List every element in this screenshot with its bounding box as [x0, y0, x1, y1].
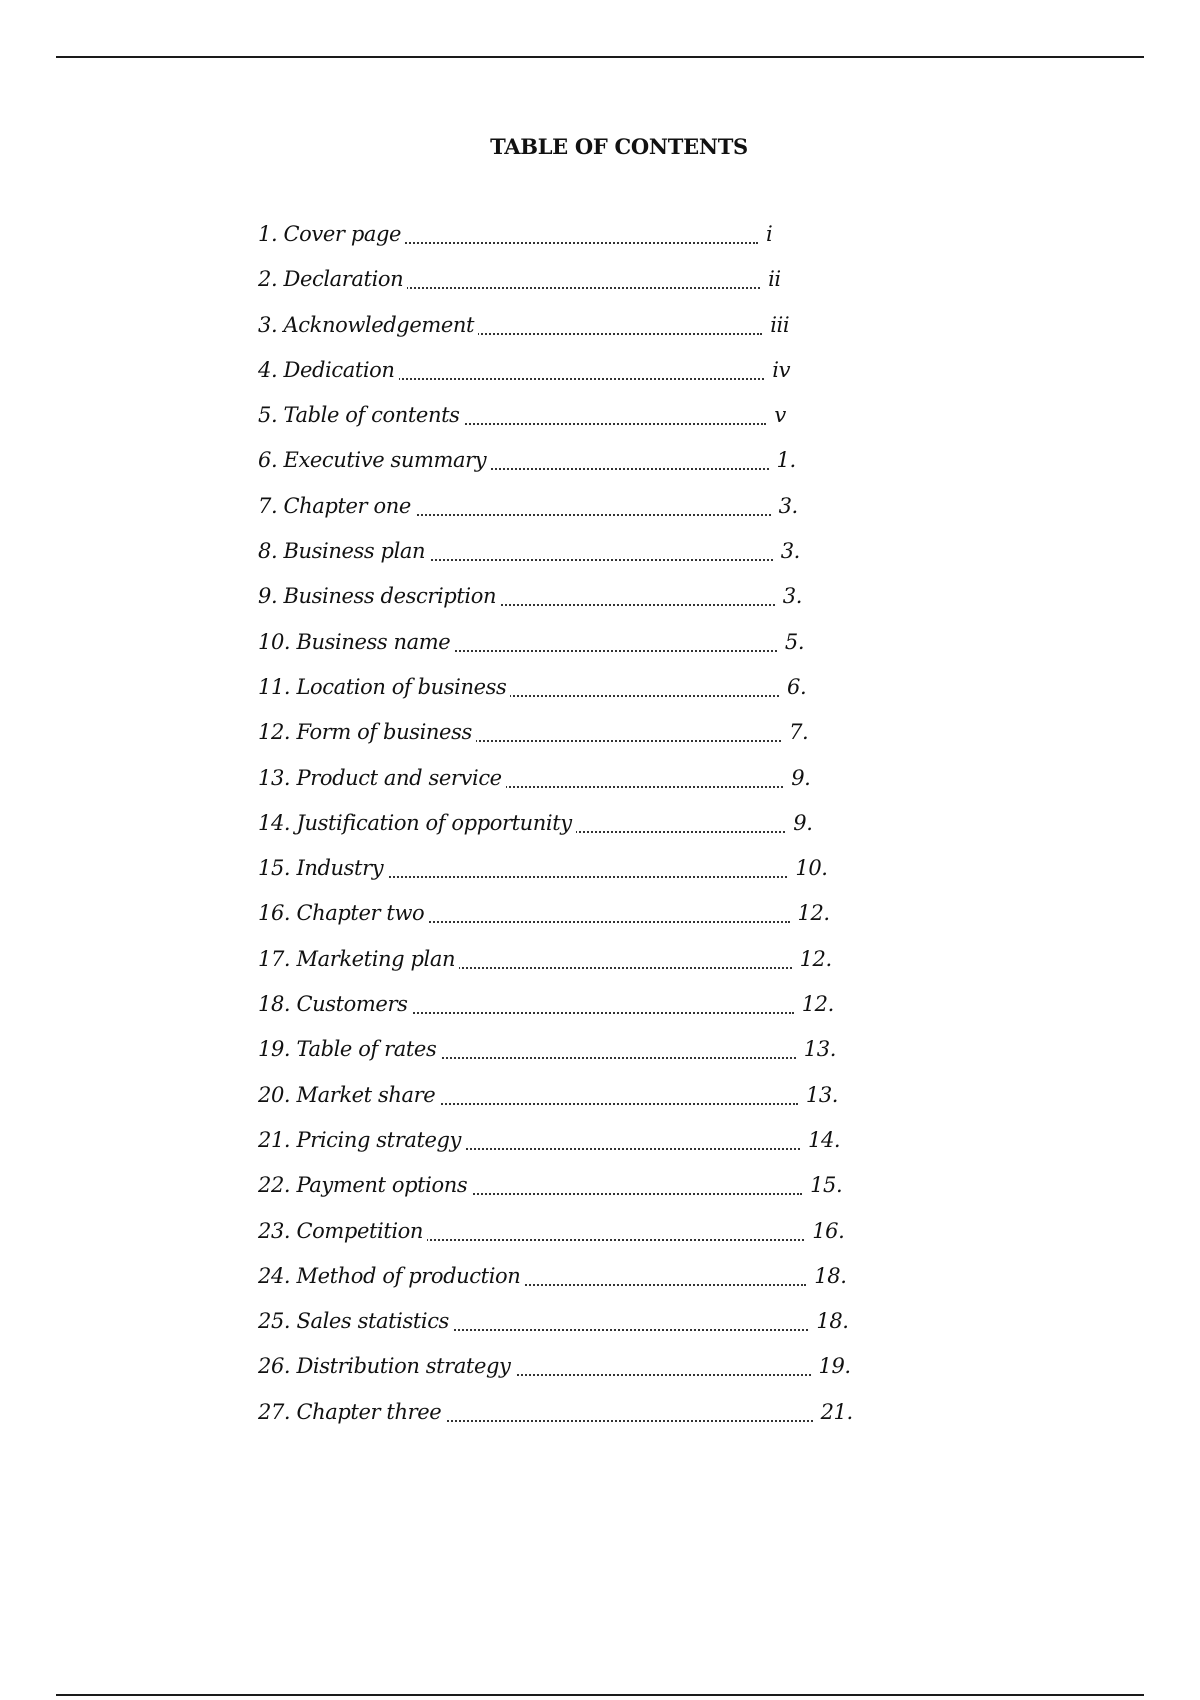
- toc-entry-page-number: 1.: [776, 448, 796, 473]
- toc-entry-label: 18. Customers: [258, 992, 411, 1016]
- toc-entry-page-number: 3.: [782, 584, 803, 609]
- toc-entry-label: 10. Business name: [258, 630, 454, 654]
- toc-entry-page-number: 19.: [818, 1354, 851, 1379]
- toc-entry-page-number: v: [774, 403, 786, 428]
- toc-entry-label: 19. Table of rates: [258, 1037, 440, 1061]
- toc-entry-label: 2. Declaration: [258, 267, 407, 291]
- toc-entry-label: 23. Competition: [258, 1219, 427, 1243]
- toc-entry-label: 21. Pricing strategy: [258, 1128, 465, 1152]
- toc-entry-page-number: 13.: [803, 1037, 836, 1062]
- toc-entry-page-number: 6.: [787, 674, 807, 699]
- toc-entry-label: 5. Table of contents: [258, 403, 464, 427]
- toc-entry-label: 20. Market share: [258, 1083, 439, 1107]
- toc-entry-label: 9. Business description: [258, 584, 500, 608]
- toc-entry-page-number: 21.: [820, 1399, 853, 1424]
- toc-entry-page-number: 3.: [780, 539, 800, 564]
- toc-entry-page-number: 12.: [797, 901, 830, 926]
- toc-entry-label: 15. Industry: [258, 856, 387, 880]
- toc-entry-label: 16. Chapter two: [258, 901, 428, 925]
- toc-entry-page-number: 16.: [812, 1218, 845, 1243]
- toc-entry-label: 22. Payment options: [258, 1173, 471, 1197]
- toc-entry-page-number: iv: [772, 357, 791, 382]
- toc-entry-label: 8. Business plan: [258, 539, 429, 563]
- toc-entry-label: 3. Acknowledgement: [258, 313, 478, 337]
- toc-entry-label: 6. Executive summary: [258, 448, 490, 472]
- toc-entry-label: 12. Form of business: [258, 720, 476, 744]
- toc-entry-page-number: 5.: [784, 629, 805, 654]
- toc-entry-page-number: i: [766, 222, 773, 246]
- toc-entry-page-number: 12.: [799, 946, 832, 971]
- toc-entry-label: 27. Chapter three: [258, 1400, 445, 1424]
- toc-entry-page-number: 3.: [778, 493, 798, 518]
- bottom-rule: [56, 1694, 1144, 1696]
- toc-entry-page-number: 18.: [814, 1263, 847, 1288]
- toc-entry-label: 24. Method of production: [258, 1264, 524, 1288]
- toc-entry-page-number: 10.: [795, 856, 828, 881]
- page-title: TABLE OF CONTENTS: [490, 134, 748, 159]
- toc-entry-label: 11. Location of business: [258, 675, 510, 699]
- toc-entry-page-number: 12.: [801, 992, 834, 1017]
- toc-entry-page-number: 7.: [789, 720, 809, 745]
- toc-entry-label: 26. Distribution strategy: [258, 1354, 515, 1378]
- toc-entry-page-number: 9.: [793, 810, 813, 835]
- toc-entry-page-number: 13.: [805, 1082, 839, 1107]
- toc-entry-label: 25. Sales statistics: [258, 1309, 453, 1333]
- toc-entry-label: 4. Dedication: [258, 358, 399, 382]
- toc-entry-page-number: iii: [770, 312, 790, 337]
- toc-entry-label: 17. Marketing plan: [258, 947, 459, 971]
- top-rule: [56, 56, 1144, 58]
- toc-entry-page-number: 18.: [816, 1309, 849, 1334]
- toc-entry-page-number: 9.: [791, 765, 811, 790]
- toc-entry-label: 14. Justification of opportunity: [258, 811, 576, 835]
- toc-entry-label: 7. Chapter one: [258, 494, 415, 518]
- toc-entry-page-number: 14.: [808, 1127, 841, 1152]
- toc-entry-label: 13. Product and service: [258, 766, 506, 790]
- toc-entry-page-number: 15.: [810, 1173, 843, 1198]
- toc-entry-label: 1. Cover page: [258, 222, 405, 246]
- toc-entry-page-number: ii: [768, 267, 781, 292]
